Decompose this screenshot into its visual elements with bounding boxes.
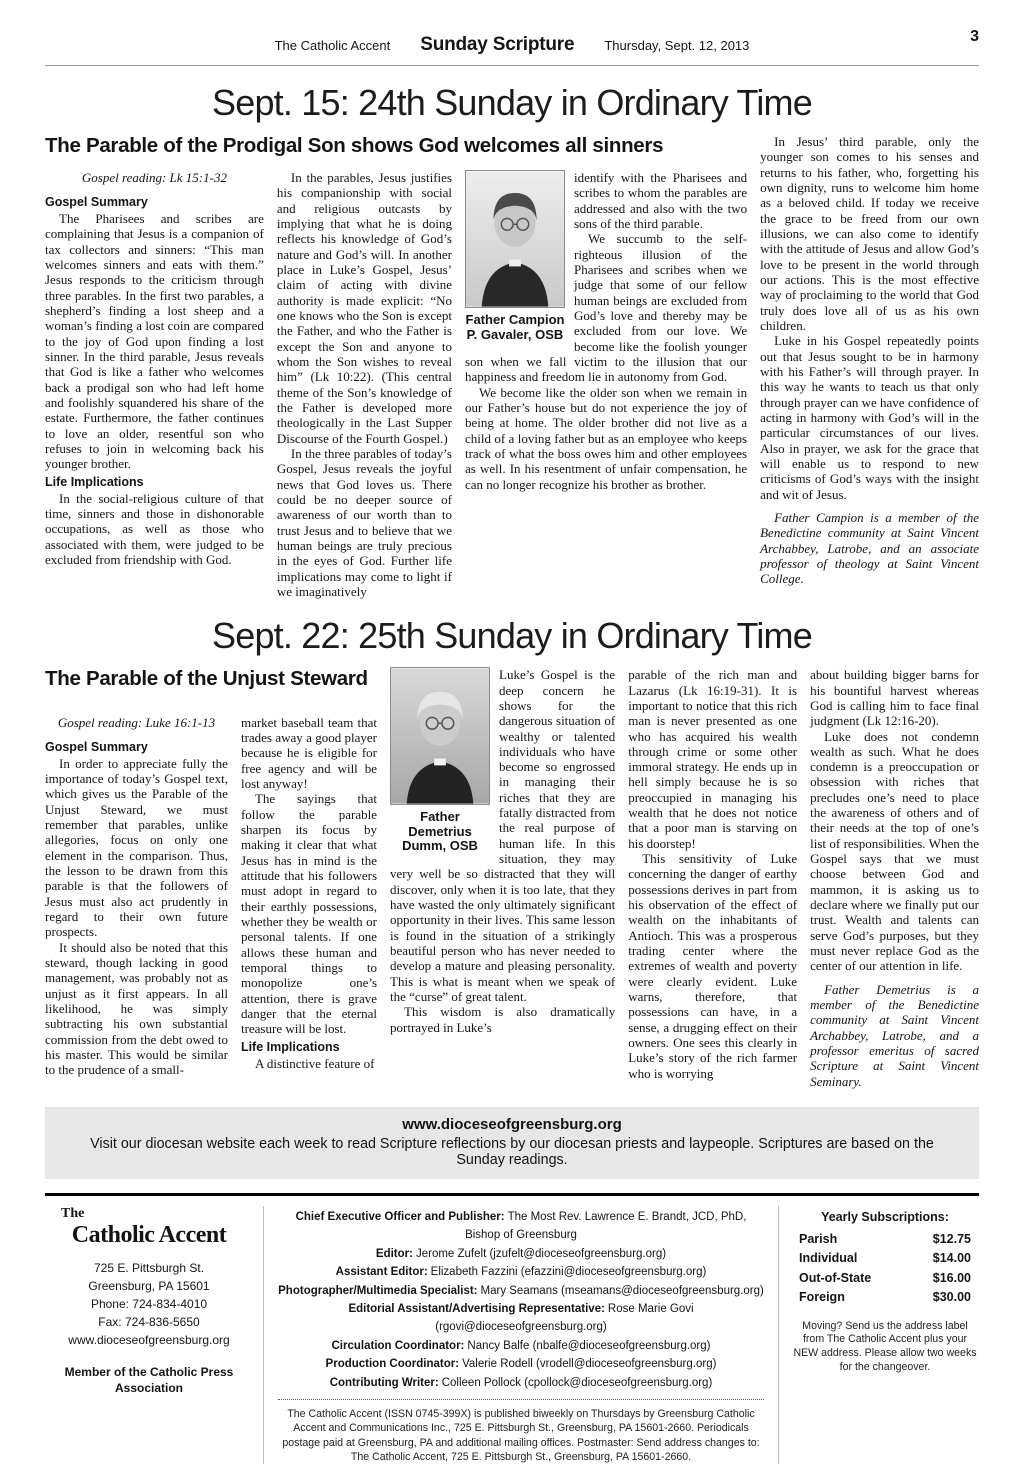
logo-name: Catholic Accent — [71, 1222, 227, 1249]
paragraph: We become like the older son when we remain in our Father’s house but do not experience the joy of being at home. The older brother did not live as a child of a loving father but as an employee who keeps track of what the boss owes him and other employees as well. In his resentment of unfair compensation, he can no longer recognize his brother as brother. — [464, 384, 748, 492]
staff-row — [278, 1263, 764, 1281]
father-demetrius-photo — [390, 667, 490, 805]
paragraph: In the three parables of today’s Gospel, Jesus reveals the joyful news that God loves us. There could be no deeper source of awareness of our worth than to trust Jesus and to believe that we human beings are truly precious in the eyes of God. Further life implications may come to light if we imaginatively — [276, 445, 452, 599]
photo-caption: Father Demetrius Dumm, OSB — [402, 809, 478, 854]
subscription-price: $12.75 — [932, 1232, 971, 1247]
paragraph: Luke in his Gospel repeatedly points out that Jesus sought to be in harmony with his Father’s will through prayer. In this way he wants to teach us that only through prayer can we have confidence of acting in harmony with God’s will in the particular circumstances of our lives. Also in prayer, we ask for the grace that will enable us to respond to new criticisms of God’s ways with the insight and wit of Jesus. — [760, 333, 979, 502]
paragraph: The sayings that follow the parable sharpen its focus by making it clear that what Jesus has in mind is the attitude that his followers must adopt in regard to their earthly possessions, whether they be wealth or personal talents. If one allows these human and temporal things to monopolize one’s attention, there is grave danger that the eternal treasure will be lost. — [240, 791, 378, 1037]
address-line: Greensburg, PA 15601 — [88, 1279, 210, 1294]
website-line: www.dioceseofgreensburg.org — [68, 1333, 230, 1348]
staff-role: Chief Executive Officer and Publisher: — [295, 1211, 505, 1224]
staff-role: Circulation Coordinator: — [331, 1339, 465, 1352]
article-sept-15 — [45, 82, 979, 599]
staff-row — [278, 1300, 764, 1337]
article1-column2 — [277, 170, 452, 599]
phone-line: Phone: 724-834-4010 — [90, 1297, 208, 1312]
subscriptions-heading: Yearly Subscriptions: — [821, 1210, 949, 1225]
staff-name: Rose Marie Govi (rgovi@dioceseofgreensburg.org) — [435, 1303, 694, 1334]
page-number: 3 — [970, 28, 979, 45]
father-campion-figure — [465, 170, 565, 342]
staff-role: Photographer/Multimedia Specialist: — [278, 1284, 478, 1297]
subscription-row — [791, 1249, 979, 1268]
staff-name: Nancy Balfe (nbalfe@dioceseofgreensburg.org) — [467, 1339, 711, 1352]
paragraph: This wisdom is also dramatically portrayed in Luke’s — [390, 1004, 616, 1035]
subscription-type: Foreign — [799, 1290, 845, 1305]
subscription-price: $16.00 — [932, 1270, 971, 1285]
paragraph: It should also be noted that this steward, though lacking in good management, was probably not as unjust as it first appears. In all likelihood, he was simply subtracting his own substantial commission from the debt owed to his master. This would be similar to the prudence of a small- — [45, 939, 228, 1078]
footer-subscriptions-block — [779, 1206, 979, 1464]
article-sept-22 — [45, 615, 979, 1089]
paragraph: Luke’s Gospel is the deep concern he shows for the dangerous situation of wealthy or talented individuals who have become so engrossed in managing their riches that they are fatally distracted from the real purpose of human life. In this situation, they may very well be so distracted that they will discover, only when it is too late, that they have wasted the only ultimately significant opportunity in their lives. This same lesson is found in the situation of a strikingly beautiful person who has never needed to develop a mature and pleasing personality. This is what is meant when we speak of the “curse” of great talent. — [390, 667, 616, 1005]
article1-column1 — [45, 170, 264, 599]
issue-date: Thursday, Sept. 12, 2013 — [604, 38, 750, 53]
staff-name: The Most Rev. Lawrence E. Brandt, JCD, PhD, Bishop of Greensburg — [465, 1211, 747, 1242]
article2-column5 — [810, 667, 979, 1089]
gospel-reading: Gospel reading: Lk 15:1-32 — [81, 170, 227, 185]
article2-column2 — [241, 715, 377, 1089]
staff-name: Jerome Zufelt (jzufelt@dioceseofgreensburg.org) — [415, 1247, 667, 1260]
paragraph: The Pharisees and scribes are complaining that Jesus is a companion of tax collectors and sinners: “This man welcomes sinners and eats with them.” Jesus responds to the criticism through three parables. In the first two parables, a shepherd’s finding a lost sheep and a woman’s finding a lost coin are compared to the joy of God upon finding a lost sinner. In the third parable, Jesus reveals that God is like a father who welcomes back a prodigal son who had left home and foolishly squandered his share of the estate. Furthermore, the father continues to love an older, resentful son who refuses to join in welcoming back his younger brother. — [45, 211, 264, 472]
diocese-website-url: www.dioceseofgreensburg.org — [402, 1116, 622, 1134]
life-implications-heading: Life Implications — [45, 474, 144, 489]
staff-row — [278, 1337, 764, 1355]
article2-column3 — [390, 667, 615, 1089]
paragraph: about building bigger barns for his bountiful harvest whereas God is calling him to face final judgment (Lk 12:16-20). — [810, 667, 979, 729]
paragraph: In the social-religious culture of that time, sinners and those in dishonorable occupations, as well as those who associated with them, were judged to be excluded from friendship with God. — [45, 490, 264, 567]
publication-fine-print: The Catholic Accent (ISSN 0745-399X) is published biweekly on Thursdays by Greensburg Catholic Accent and Communications Inc., 725 E. Pittsburgh St., Greensburg, PA 15601-2660. Periodicals postage paid at Greensburg, PA and additional mailing offices. Postmaster: Send address changes to: The Catholic Accent, 725 E. Pittsburgh St., Greensburg, PA 15601-2660. — [278, 1399, 764, 1464]
staff-row — [278, 1374, 764, 1392]
subscription-row — [791, 1269, 979, 1288]
staff-row — [278, 1355, 764, 1373]
website-banner — [45, 1107, 979, 1179]
article1-column3 — [465, 170, 747, 599]
staff-row — [278, 1208, 764, 1245]
staff-role: Assistant Editor: — [335, 1266, 428, 1279]
staff-name: Valerie Rodell (vrodell@dioceseofgreensburg.org) — [462, 1358, 717, 1371]
paragraph: parable of the rich man and Lazarus (Lk 16:19-31). It is important to notice that this rich man is never presented as one who has acquired his wealth through crime or some other immoral strategy. He ends up in hell simply because he is so preoccupied in managing his wealth that he does not notice that a poor man is starving on his doorstep! — [628, 667, 798, 851]
father-demetrius-figure — [390, 667, 490, 854]
subscription-row — [791, 1288, 979, 1307]
paragraph: Luke does not condemn wealth as such. What he does condemn is a preoccupation or obsession with riches that precludes one’s need to place the awareness of others and of their needs at the top of one’s list of responsibilities. When the Gospel says that we must choose between God and mammon, it is asking us to declare where we finally put our trust. Wealth and talents can serve God’s purposes, but they must never replace God as the center of our attention in life. — [810, 728, 979, 974]
page-header — [45, 28, 979, 66]
article1-column4 — [760, 134, 979, 599]
staff-role: Contributing Writer: — [329, 1376, 439, 1389]
footer-logo-block — [45, 1206, 263, 1464]
paragraph: A distinctive feature of — [254, 1055, 375, 1071]
masthead-footer — [45, 1193, 979, 1464]
author-bio: Father Campion is a member of the Benedictine community at Saint Vincent Archabbey, Latrobe, and an associate professor of theology at Saint Vincent College. — [760, 509, 979, 587]
masthead-name: The Catholic Accent — [274, 38, 391, 53]
staff-row — [278, 1245, 764, 1263]
gospel-reading: Gospel reading: Luke 16:1-13 — [57, 714, 216, 730]
gospel-summary-heading: Gospel Summary — [45, 195, 148, 209]
banner-description: Visit our diocesan website each week to read Scripture reflections by our diocesan priests and laypeople. Scriptures are based on the Sunday readings. — [90, 1136, 934, 1169]
subscription-type: Parish — [799, 1232, 838, 1247]
article2-column1 — [45, 715, 228, 1089]
staff-role: Production Coordinator: — [325, 1358, 460, 1371]
paragraph: identify with the Pharisees and scribes to whom the parables are addressed and also with the two sons of the third parable. — [573, 170, 748, 231]
section-title: Sunday Scripture — [420, 34, 575, 55]
gospel-summary-heading: Gospel Summary — [45, 739, 148, 754]
article1-headline: The Parable of the Prodigal Son shows God welcomes all sinners — [45, 134, 664, 157]
author-bio: Father Demetrius is a member of the Benedictine community at Saint Vincent Archabbey, Latrobe, and a professor emeritus of sacred Scripture at Saint Vincent Seminary. — [810, 981, 979, 1089]
article2-title: Sept. 22: 25th Sunday in Ordinary Time — [212, 615, 812, 657]
paragraph: This sensitivity of Luke concerning the danger of earthy possessions derives in part from his observation of the effect of wealth on the inhabitants of Antioch. This was a prosperous trading center where the extremes of wealth and poverty were clearly evident. Luke warns, therefore, that possessions can have, in a sense, a drugging effect on their owners. One sees this clearly in Luke’s story of the rich farmer who is worrying — [628, 851, 798, 1081]
moving-notice: Moving? Send us the address label from The Catholic Accent plus your NEW address. Please allow two weeks for the changeover. — [793, 1319, 977, 1373]
staff-name: Colleen Pollock (cpollock@dioceseofgreensburg.org) — [441, 1376, 713, 1389]
address-line: 725 E. Pittsburgh St. — [93, 1261, 205, 1276]
subscription-row — [791, 1230, 979, 1249]
article1-columns — [45, 134, 979, 599]
life-implications-heading: Life Implications — [240, 1039, 340, 1054]
photo-caption: Father Campion P. Gavaler, OSB — [465, 312, 565, 342]
paragraph: In Jesus’ third parable, only the younger son comes to his senses and returns to his father, who, forgetting his own dignity, runs to welcome him home as a beloved child. If today we receive the grace to be freed from our own illusions, we can also come to identify with the attitude of Jesus and allow God’s love to be present in the world through our actions. This is the most effective way of proclaiming to the world that God truly does love all of us as his own children. — [760, 134, 979, 333]
press-association-note: Member of the Catholic Press Association — [64, 1365, 234, 1395]
article2-headline: The Parable of the Unjust Steward — [45, 667, 368, 691]
staff-name: Mary Seamans (mseamans@dioceseofgreensburg.org) — [480, 1284, 764, 1297]
staff-role: Editorial Assistant/Advertising Representative: — [348, 1303, 605, 1315]
father-campion-photo — [465, 170, 565, 308]
paragraph: market baseball team that trades away a good player because he is eligible for free agency and will be lost anyway! — [240, 714, 378, 791]
footer-staff-block — [263, 1206, 779, 1464]
article1-title: Sept. 15: 24th Sunday in Ordinary Time — [212, 82, 812, 123]
subscription-price: $14.00 — [932, 1251, 971, 1266]
article2-column4 — [628, 667, 797, 1089]
staff-role: Editor: — [375, 1247, 413, 1260]
article2-columns — [45, 667, 979, 1089]
subscription-price: $30.00 — [932, 1290, 971, 1305]
paragraph: In order to appreciate fully the importance of today’s Gospel text, which gives us the Parable of the Unjust Steward, we must remember that parables, unlike allegories, focus on only one element in the comparison. Thus, the lesson to be drawn from this parable is that the followers of Jesus must also act prudently in regard to their own future prospects. — [45, 755, 228, 940]
paragraph: In the parables, Jesus justifies his companionship with social and religious outcasts by implying that what he is doing reflects his knowledge of God’s nature and God’s will. In another place in Luke’s Gospel, Jesus’ claim of acting with divine authority is made explicit: “No one knows who the Son is except the Father, and who the Father is except the Son and anyone to whom the Son wishes to reveal him” (Lk 10:22). (This central theme of the Son’s knowledge of the Father is developed more theologically in the Last Supper Discourse of the Fourth Gospel.) — [276, 170, 452, 446]
staff-row — [278, 1282, 764, 1300]
paragraph: We succumb to the self-righteous illusion of the Pharisees and scribes when we judge that some of our fellow human beings are excluded from God’s love and thereby may be excluded from our love. We become like the foolish younger son when we fall victim to the illusion that our happiness and freedom lie in autonomy from God. — [464, 231, 748, 385]
subscription-type: Out-of-State — [799, 1270, 872, 1285]
subscription-type: Individual — [799, 1251, 858, 1266]
staff-name: Elizabeth Fazzini (efazzini@dioceseofgreensburg.org) — [430, 1266, 707, 1279]
fax-line: Fax: 724-836-5650 — [98, 1315, 200, 1330]
logo-the: The — [61, 1206, 85, 1222]
